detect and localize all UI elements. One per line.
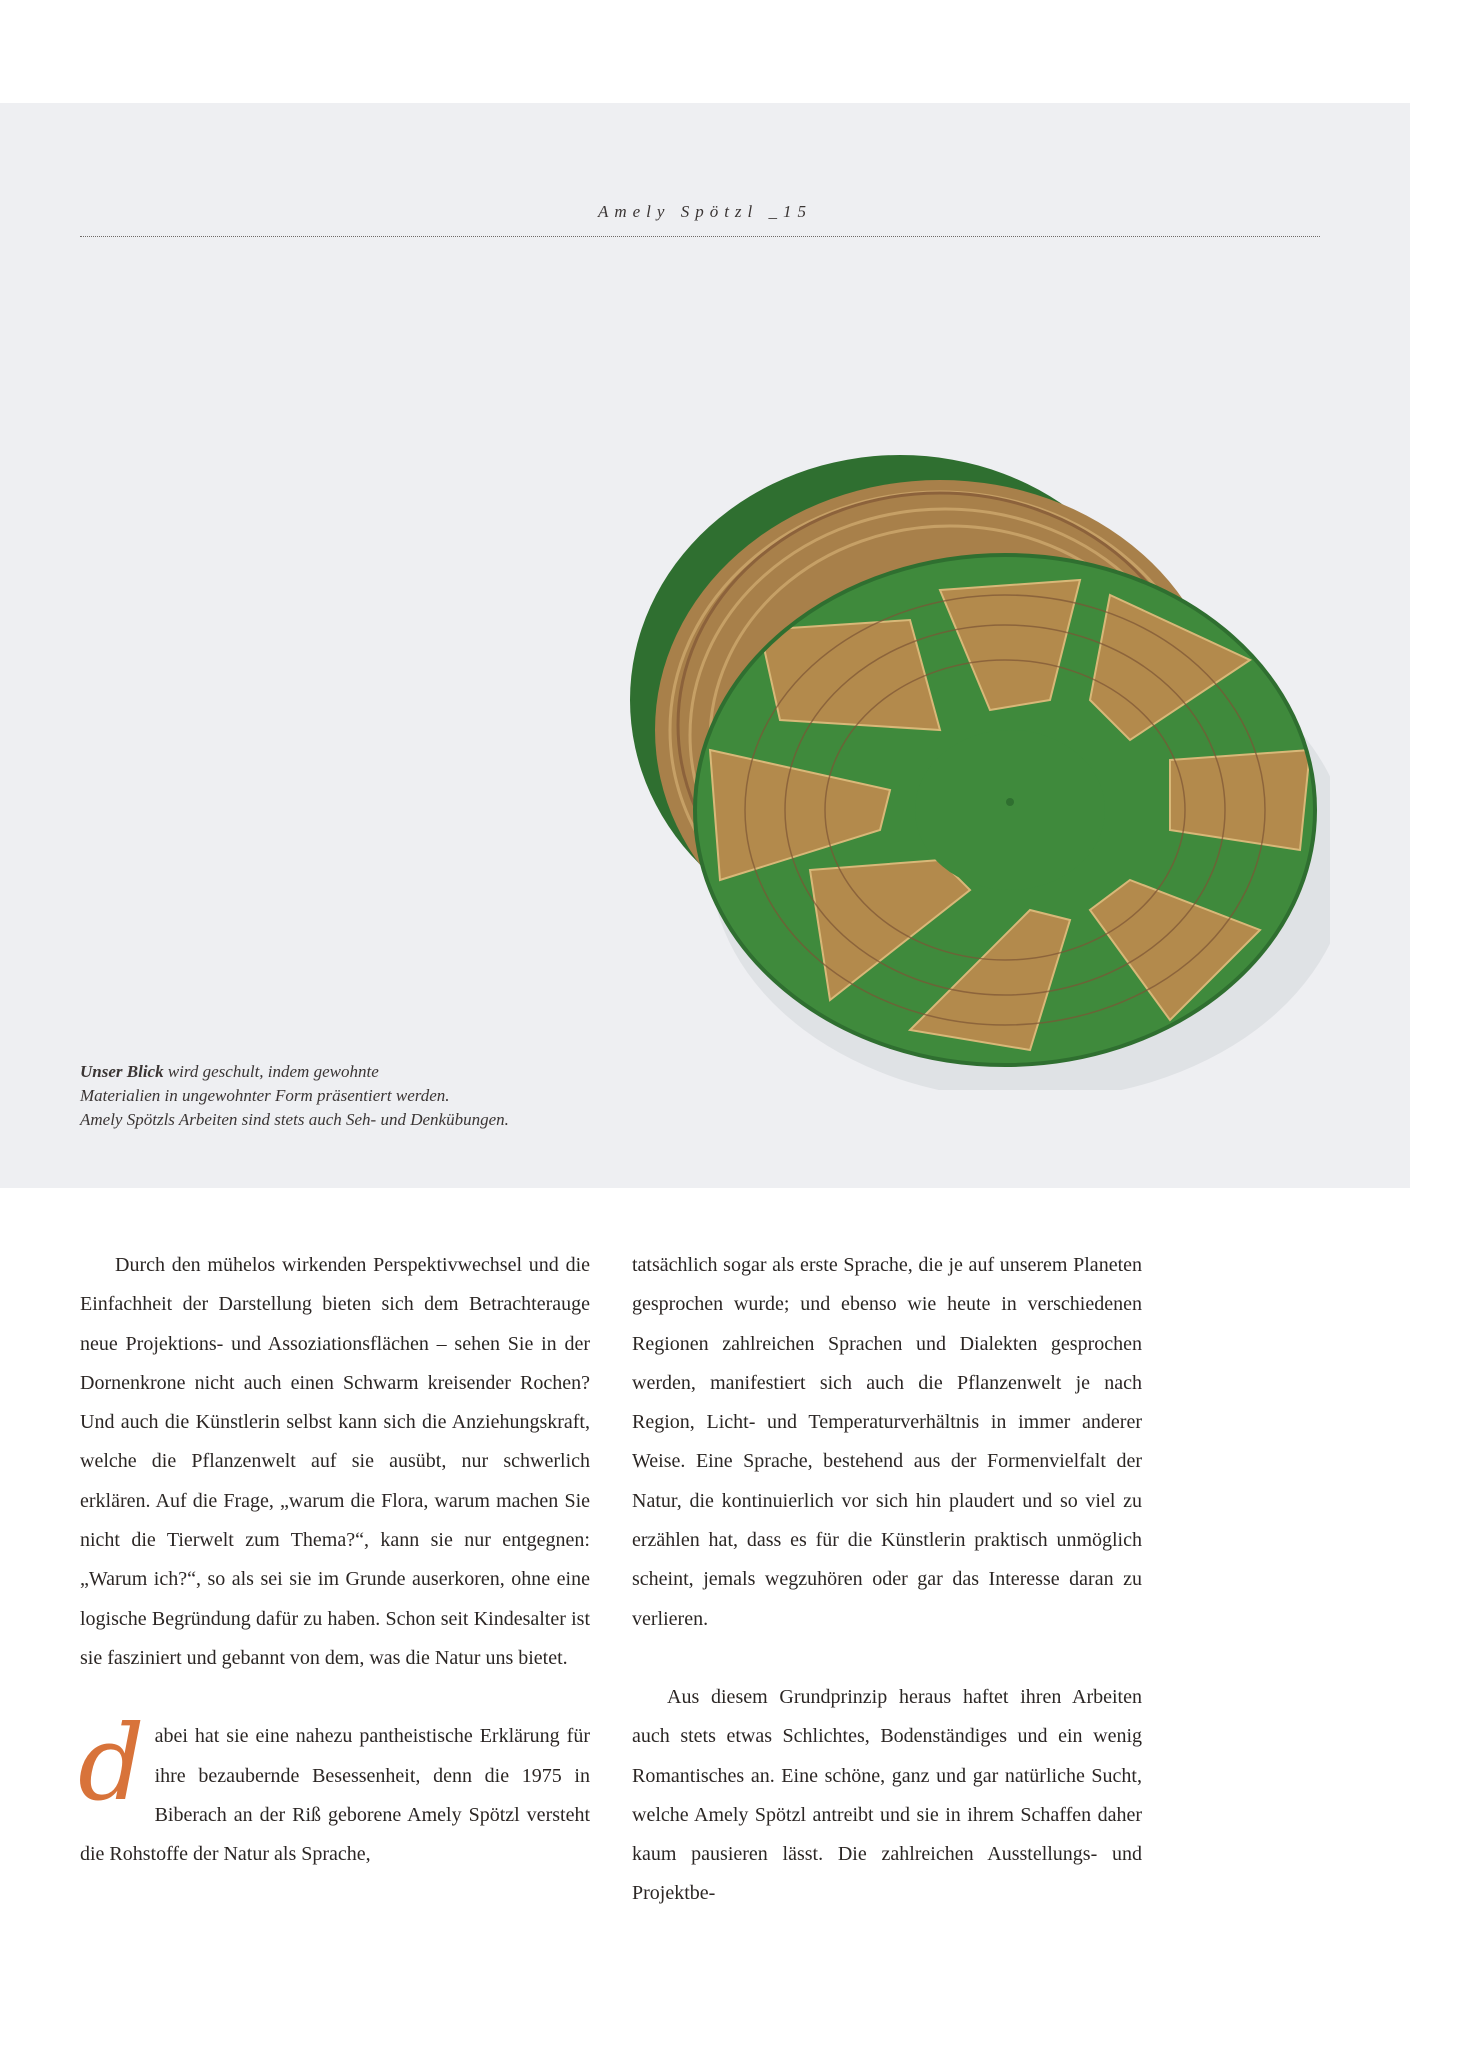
caption-line-1: wird geschult, indem gewohnte — [163, 1062, 379, 1081]
caption-line-3: Amely Spötzls Arbeiten sind stets auch Seh- und Denkübungen. — [80, 1110, 509, 1129]
text-column-right — [632, 1246, 1142, 1914]
drop-cap: d — [78, 1702, 145, 1825]
paragraph-gap — [80, 1678, 590, 1717]
caption-line-2: Materialien in ungewohnter Form präsentiert werden. — [80, 1086, 450, 1105]
figure-caption — [80, 1060, 640, 1132]
paragraph: tatsächlich sogar als erste Sprache, die je auf unserem Planeten gesprochen wurde; und ebenso wie heute in verschiedenen Regionen zahlreichen Sprachen und Dialekten gesprochen werden, manifestiert sich auch die Pflanzenwelt je nach Region, Licht- und Temperaturverhältnis in immer anderer Weise. Eine Sprache, bestehend aus der Formenvielfalt der Natur, die kontinuierlich vor sich hin plaudert und so viel zu erzählen hat, dass es für die Künstlerin praktisch unmöglich scheint, jemals wegzuhören oder gar das Interesse daran zu verlieren. — [632, 1254, 1142, 1630]
paragraph-gap — [632, 1639, 1142, 1678]
paragraph: Aus diesem Grundprinzip heraus haftet ihren Arbeiten auch stets etwas Schlichtes, Bodenständiges und ein wenig Romantisches an. Eine schöne, ganz und gar natürliche Sucht, welche Amely Spötzl antreibt und sie in ihrem Schaffen daher kaum pausieren lässt. Die zahlreichen Ausstellungs- und Projektbe- — [632, 1685, 1142, 1905]
text-column-left — [80, 1246, 590, 1874]
paragraph: Durch den mühelos wirkenden Perspektivwechsel und die Einfachheit der Darstellung bieten sich dem Betrachterauge neue Projektions- und Assoziationsflächen – sehen Sie in der Dornenkrone nicht auch einen Schwarm kreisender Rochen? Und auch die Künstlerin selbst kann sich die Anziehungskraft, welche die Pflanzenwelt auf sie ausübt, nur schwerlich erklären. Auf die Frage, „warum die Flora, warum machen Sie nicht die Tierwelt zum Thema?“, kann sie nur entgegnen: „Warum ich?“, so als sei sie im Grunde auserkoren, ohne eine logische Begründung dafür zu haben. Schon seit Kindesalter ist sie fasziniert und gebannt von dem, was die Natur uns bietet. — [80, 1254, 590, 1669]
caption-lead: Unser Blick — [80, 1062, 164, 1081]
paragraph-with-dropcap — [78, 1702, 590, 1874]
paragraph-text: abei hat sie eine nahezu pantheistische Erklärung für ihre bezaubernde Besessenheit, denn die 1975 in Biberach an der Riß geborene Amely Spötzl versteht die Rohstoffe der Natur als Sprache, — [80, 1725, 590, 1866]
running-head: Amely Spötzl _15 — [597, 202, 813, 221]
header-rule — [80, 236, 1320, 237]
green-film-reel-image — [610, 430, 1330, 1090]
